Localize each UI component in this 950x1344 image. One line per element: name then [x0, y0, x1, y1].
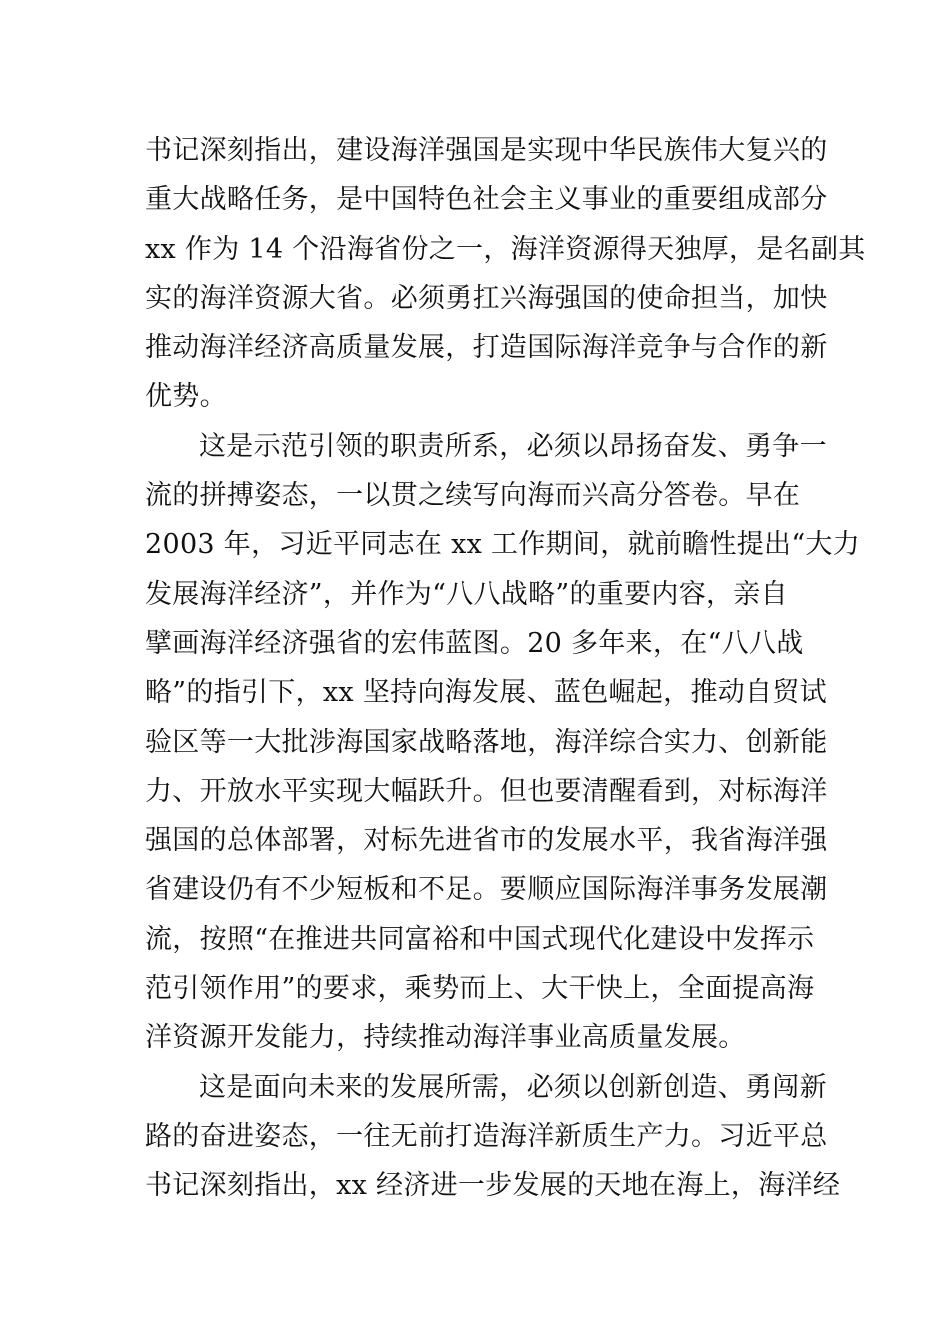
text-line: 2003 年，习近平同志在 xx 工作期间，就前瞻性提出“大力 — [145, 529, 861, 561]
text-line: 擘画海洋经济强省的宏伟蓝图。20 多年来，在“八八战 — [145, 627, 804, 659]
text-line: 省建设仍有不少短板和不足。要顺应国际海洋事务发展潮 — [145, 874, 828, 906]
document-body — [145, 126, 866, 1211]
text-line: 发展海洋经济”，并作为“八八战略”的重要内容，亲自 — [145, 578, 788, 610]
paragraph-2 — [145, 422, 861, 1063]
text-line: 优势。 — [145, 381, 227, 413]
text-line: 书记深刻指出，建设海洋强国是实现中华民族伟大复兴的 — [145, 135, 828, 166]
text-line: 推动海洋经济高质量发展，打造国际海洋竞争与合作的新 — [145, 332, 828, 364]
text-line: 流的拼搏姿态，一以贯之续写向海而兴高分答卷。早在 — [145, 480, 801, 512]
paragraph-3 — [145, 1063, 841, 1211]
text-line: 重大战略任务，是中国特色社会主义事业的重要组成部分 — [145, 184, 828, 216]
text-line: 这是面向未来的发展所需，必须以创新创造、勇闯新 — [199, 1071, 827, 1103]
text-line: 洋资源开发能力，持续推动海洋事业高质量发展。 — [145, 1022, 746, 1054]
text-line: 流，按照“在推进共同富裕和中国式现代化建设中发挥示 — [145, 923, 815, 955]
text-line: 书记深刻指出，xx 经济进一步发展的天地在海上，海洋经 — [145, 1170, 841, 1202]
text-line: 实的海洋资源大省。必须勇扛兴海强国的使命担当，加快 — [145, 282, 828, 314]
text-line: 力、开放水平实现大幅跃升。但也要清醒看到，对标海洋 — [145, 775, 828, 807]
paragraph-1 — [145, 126, 866, 422]
text-line: 验区等一大批涉海国家战略落地，海洋综合实力、创新能 — [145, 726, 828, 758]
text-line: xx 作为 14 个沿海省份之一，海洋资源得天独厚，是名副其 — [145, 233, 866, 265]
text-line: 略”的指引下，xx 坚持向海发展、蓝色崛起，推动自贸试 — [145, 677, 827, 709]
text-line: 范引领作用”的要求，乘势而上、大干快上，全面提高海 — [145, 973, 815, 1005]
text-line: 强国的总体部署，对标先进省市的发展水平，我省海洋强 — [145, 825, 828, 857]
text-line: 这是示范引领的职责所系，必须以昂扬奋发、勇争一 — [199, 430, 827, 462]
text-line: 路的奋进姿态，一往无前打造海洋新质生产力。习近平总 — [145, 1120, 828, 1152]
